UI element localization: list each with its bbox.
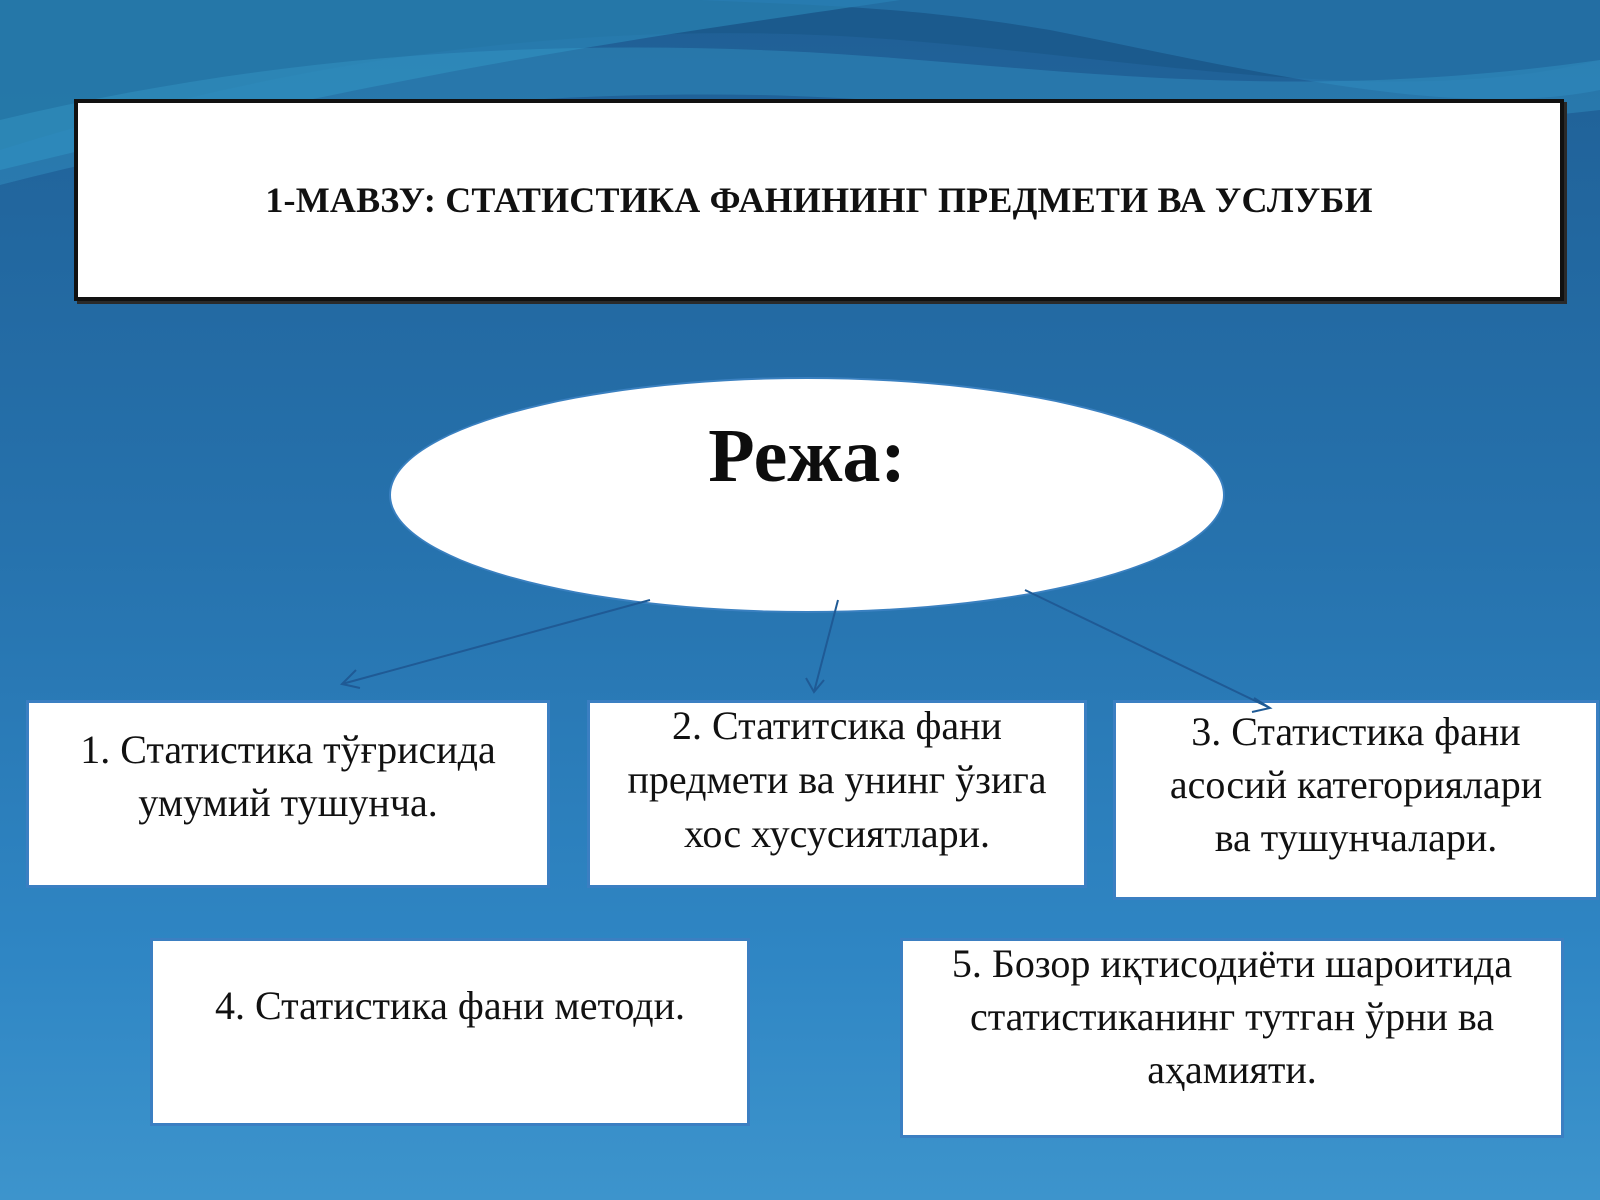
plan-item-5: [900, 938, 1564, 1138]
plan-label: Режа:: [708, 414, 906, 498]
plan-item-4-text: 4. Статистика фани методи.: [214, 983, 686, 1028]
plan-item-3-text: 3. Статистика фани асосий категориялари ва тушунчалари.: [1169, 709, 1543, 860]
title-box: [74, 99, 1564, 301]
plan-item-3: [1113, 700, 1599, 900]
plan-item-2-text: 2. Статитсика фани предмети ва унинг ўзига хос хусусиятлари.: [627, 703, 1047, 856]
arrow-to-item-1: [342, 600, 650, 684]
plan-item-1: [26, 700, 550, 888]
plan-item-4: [150, 938, 750, 1126]
plan-item-1-text: 1. Статистика тўғрисида умумий тушунча.: [80, 727, 496, 825]
arrow-to-item-3: [1025, 590, 1270, 708]
slide-title: 1-МАВЗУ: СТАТИСТИКА ФАНИНИНГ ПРЕДМЕТИ ВА УСЛУБИ: [265, 180, 1373, 220]
plan-item-5-text: 5. Бозор иқтисодиёти шароитида статистиканинг тутган ўрни ва аҳамияти.: [951, 941, 1513, 1092]
plan-oval: [389, 377, 1225, 613]
plan-item-2: [587, 700, 1087, 888]
arrowhead-item-2: [806, 678, 824, 692]
arrowhead-item-1: [342, 670, 360, 688]
arrow-to-item-2: [814, 600, 838, 692]
